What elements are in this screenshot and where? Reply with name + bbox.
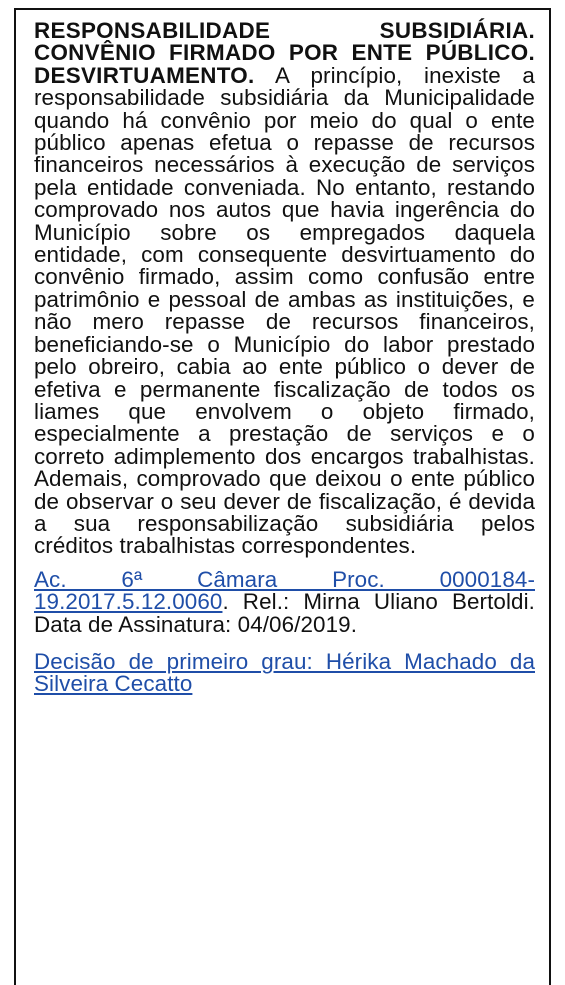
ementa-heading: RESPONSABILIDADE SUBSIDIÁRIA. CONVÊNIO FIRMADO POR ENTE PÚBLICO. DESVIRTUAMENTO. <box>34 18 535 88</box>
citation-paragraph <box>34 566 535 637</box>
ementa-body: A princípio, inexiste a responsabilidade subsidiária da Municipalidade quando há convênio por meio do qual o ente público apenas efetua o repasse de recursos financeiros necessários à execução de serviços pela entidade conveniada. No entanto, restando comprovado nos autos que havia ingerência do Município sobre os empregados daquela entidade, com consequente desvirtuamento do convênio firmado, assim como confusão entre patrimônio e pessoal de ambas as instituições, e não mero repasse de recursos financeiros, beneficiando-se o Município do labor prestado pelo obreiro, cabia ao ente público o dever de efetiva e permanente fiscalização de todos os liames que envolvem o objeto firmado, especialmente a prestação de serviços e o correto adimplemento dos encargos trabalhistas. Ademais, comprovado que deixou o ente público de observar o seu dever de fiscalização, é devida a sua responsabilização subsidiária pelos créditos trabalhistas correspondentes. <box>34 62 535 559</box>
ementa-paragraph <box>34 20 535 558</box>
decision-paragraph <box>34 648 535 697</box>
first-instance-decision-link[interactable]: Decisão de primeiro grau: Hérika Machado da Silveira Cecatto <box>34 648 535 697</box>
ementa-box <box>14 8 551 985</box>
process-link[interactable]: Ac. 6ª Câmara Proc. 0000184-19.2017.5.12.0060 <box>34 566 535 615</box>
citation-details: . Rel.: Mirna Uliano Bertoldi. Data de Assinatura: 04/06/2019. <box>34 589 535 637</box>
